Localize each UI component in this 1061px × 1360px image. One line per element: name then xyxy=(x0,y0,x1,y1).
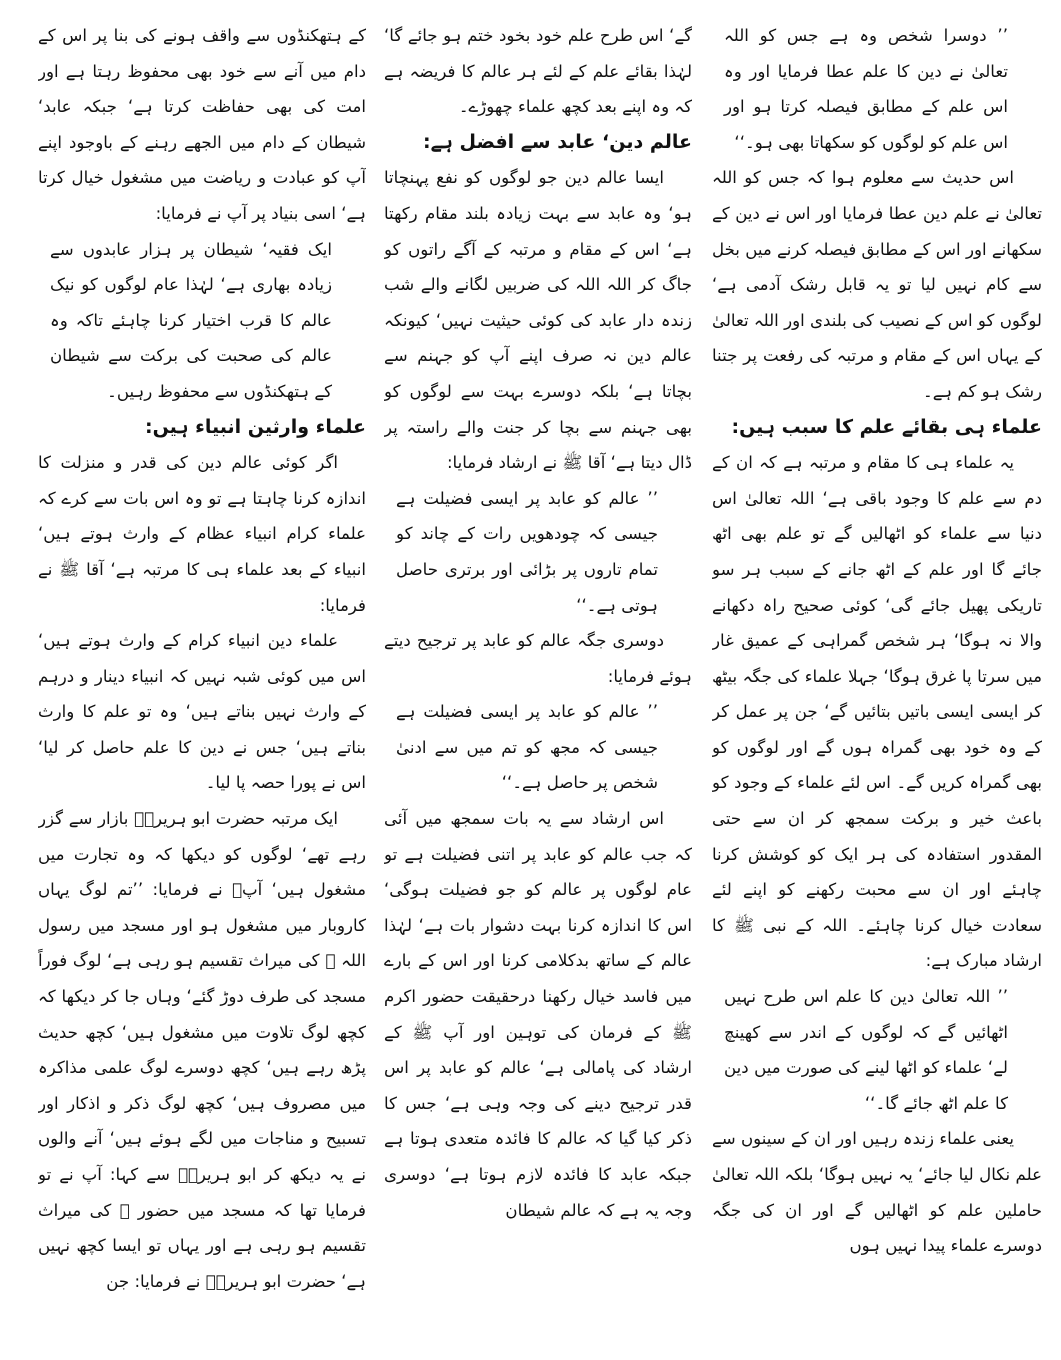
paragraph: ایسا عالم دین جو لوگوں کو نفع پہنچاتا ہو‘ وہ عابد سے بہت زیادہ بلند مقام رکھتا ہے‘ اس کے مقام و مرتبہ کے آگے راتوں کو جاگ کر اللہ اللہ کی ضربیں لگانے والے شب زندہ دار عابد کی کوئی حیثیت نہیں‘ کیونکہ عالم دین نہ صرف اپنے آپ کو جہنم سے بچاتا ہے‘ بلکہ دوسرے بہت سے لوگوں کو بھی جہنم سے بچا کر جنت والے راستہ پر ڈال دیتا ہے‘ آقا ﷺ نے ارشاد فرمایا: xyxy=(384,168,692,473)
section-heading: علماء وارثین انبیاء ہیں: xyxy=(144,415,366,438)
paragraph: علماء دین انبیاء کرام کے وارث ہوتے ہیں‘ اس میں کوئی شبہ نہیں کہ انبیاء دینار و درہم کے وارث نہیں بناتے ہیں‘ وہ تو علم کا وارث بناتے ہیں‘ جس نے دین کا علم حاصل کر لیا‘ اس نے پورا حصہ پا لیا۔ xyxy=(38,631,366,793)
paragraph: کے ہتھکنڈوں سے واقف ہونے کی بنا پر اس کے دام میں آنے سے خود بھی محفوظ رہتا ہے اور امت کی بھی حفاظت کرتا ہے‘ جبکہ عابد‘ شیطان کے دام میں الجھے رہنے کے باوجود اپنے آپ کو عبادت و ریاضت میں مشغول خیال کرتا ہے‘ اسی بنیاد پر آپ نے فرمایا: xyxy=(38,26,366,223)
paragraph: یعنی علماء زندہ رہیں اور ان کے سینوں سے علم نکال لیا جائے‘ یہ نہیں ہوگا‘ بلکہ اللہ تعالیٰ حاملین علم کو اٹھالیں گے اور ان کی جگہ دوسرے علماء پیدا نہیں ہوں xyxy=(712,1129,1042,1256)
paragraph: اس حدیث سے معلوم ہوا کہ جس کو اللہ تعالیٰ نے علم دین عطا فرمایا اور اس نے دین کے سکھانے اور اس کے مطابق فیصلہ کرنے میں بخل سے کام نہیں لیا تو یہ قابل رشک آدمی ہے‘ لوگوں کو اس کے نصیب کی بلندی اور اللہ تعالیٰ کے یہاں اس کے مقام و مرتبہ کی رفعت پر جتنا رشک ہو کم ہے۔ xyxy=(712,168,1042,401)
paragraph: ایک مرتبہ حضرت ابو ہریرہؓ بازار سے گزر رہے تھے‘ لوگوں کو دیکھا کہ وہ تجارت میں مشغول ہیں‘ آپؓ نے فرمایا: ’’تم لوگ یہاں کاروبار میں مشغول ہو اور مسجد میں رسول اللہ ﷺ کی میراث تقسیم ہو رہی ہے‘ لوگ فوراً مسجد کی طرف دوڑ گئے‘ وہاں جا کر دیکھا کہ کچھ لوگ تلاوت میں مشغول ہیں‘ کچھ حدیث پڑھ رہے ہیں‘ کچھ دوسرے لوگ علمی مذاکرہ میں مصروف ہیں‘ کچھ لوگ ذکر و اذکار اور تسبیح و مناجات میں لگے ہوئے ہیں‘ آنے والوں نے یہ دیکھ کر ابو ہریرہؓ سے کہا: آپ نے تو فرمایا تھا کہ مسجد میں حضور ﷺ کی میراث تقسیم ہو رہی ہے اور یہاں تو ایسا کچھ نہیں ہے‘ حضرت ابو ہریرہؓ نے فرمایا: جن xyxy=(38,809,366,1291)
paragraph: گے‘ اس طرح علم خود بخود ختم ہو جائے گا‘ لہٰذا بقائے علم کے لئے ہر عالم کا فریضہ ہے کہ وہ اپنے بعد کچھ علماء چھوڑے۔ xyxy=(384,26,692,117)
hadith-quote: ’’ عالم کو عابد پر ایسی فضیلت ہے جیسی کہ چودھویں رات کے چاند کو تمام تاروں پر بڑائی اور برتری حاصل ہوتی ہے۔‘‘ xyxy=(396,488,658,615)
hadith-quote: ایک فقیہ‘ شیطان پر ہزار عابدوں سے زیادہ بھاری ہے‘ لہٰذا عام لوگوں کو نیک عالم کا قرب اختیار کرنا چاہئے تاکہ وہ عالم کی صحبت کی برکت سے شیطان کے ہتھکنڈوں سے محفوظ رہیں۔ xyxy=(50,239,332,401)
text-column-middle xyxy=(384,18,692,1348)
section-heading: عالم دین‘ عابد سے افضل ہے: xyxy=(423,130,692,153)
paragraph: یہ علماء ہی کا مقام و مرتبہ ہے کہ ان کے دم سے علم کا وجود باقی ہے‘ اللہ تعالیٰ اس دنیا سے علماء کو اٹھالیں گے تو علم بھی اٹھ جائے گا اور علم کے اٹھ جانے کے سبب ہر سو تاریکی پھیل جائے گی‘ کوئی صحیح راہ دکھانے والا نہ ہوگا‘ ہر شخص گمراہی کے عمیق غار میں سرتا پا غرق ہوگا‘ جہلا علماء کی جگہ بیٹھ کر ایسی ایسی باتیں بتائیں گے‘ جن پر عمل کر کے وہ خود بھی گمراہ ہوں گے اور لوگوں کو بھی گمراہ کریں گے۔ اس لئے علماء کے وجود کو باعث خیر و برکت سمجھ کر ان سے حتی المقدور استفادہ کی ہر ایک کو کوشش کرنا چاہئے اور ان سے محبت رکھنے کو اپنے لئے سعادت خیال کرنا چاہئے۔ اللہ کے نبی ﷺ کا ارشاد مبارک ہے: xyxy=(712,453,1042,971)
paragraph: اس ارشاد سے یہ بات سمجھ میں آئی کہ جب عالم کو عابد پر اتنی فضیلت ہے تو عام لوگوں پر عالم کو جو فضیلت ہوگی‘ اس کا اندازہ کرنا بہت دشوار بات ہے‘ لہٰذا عالم کے ساتھ بدکلامی کرنا اور اس کے بارے میں فاسد خیال رکھنا درحقیقت حضور اکرم ﷺ کے فرمان کی توہین اور آپ ﷺ کے ارشاد کی پامالی ہے‘ عالم کو عابد پر اس قدر ترجیح دینے کی وجہ وہی ہے‘ جس کا ذکر کیا گیا کہ عالم کا فائدہ متعدی ہوتا ہے جبکہ عابد کا فائدہ لازم ہوتا ہے‘ دوسری وجہ یہ ہے کہ عالم شیطان xyxy=(384,809,692,1220)
section-heading: علماء ہی بقائے علم کا سبب ہیں: xyxy=(731,415,1042,438)
hadith-quote: ’’ اللہ تعالیٰ دین کا علم اس طرح نہیں اٹھائیں گے کہ لوگوں کے اندر سے کھینچ لے‘ علماء کو اٹھا لینے کی صورت میں دین کا علم اٹھ جائے گا۔‘‘ xyxy=(724,987,1008,1113)
paragraph: اگر کوئی عالم دین کی قدر و منزلت کا اندازہ کرنا چاہتا ہے تو وہ اس بات سے کرے کہ علماء کرام انبیاء عظام کے وارث ہوتے ہیں‘ انبیاء کے بعد علماء ہی کا مرتبہ ہے‘ آقا ﷺ نے فرمایا: xyxy=(38,453,366,615)
paragraph: دوسری جگہ عالم کو عابد پر ترجیح دیتے ہوئے فرمایا: xyxy=(384,631,692,686)
hadith-quote: ’’ عالم کو عابد پر ایسی فضیلت ہے جیسی کہ مجھ کو تم میں سے ادنیٰ شخص پر حاصل ہے۔‘‘ xyxy=(396,702,658,793)
text-column-right xyxy=(712,18,1042,1348)
text-column-left xyxy=(38,18,366,1348)
hadith-quote: ’’ دوسرا شخص وہ ہے جس کو اللہ تعالیٰ نے دین کا علم عطا فرمایا اور وہ اس علم کے مطابق فیصلہ کرتا ہو اور اس علم کو لوگوں کو سکھاتا بھی ہو۔‘‘ xyxy=(724,26,1008,152)
